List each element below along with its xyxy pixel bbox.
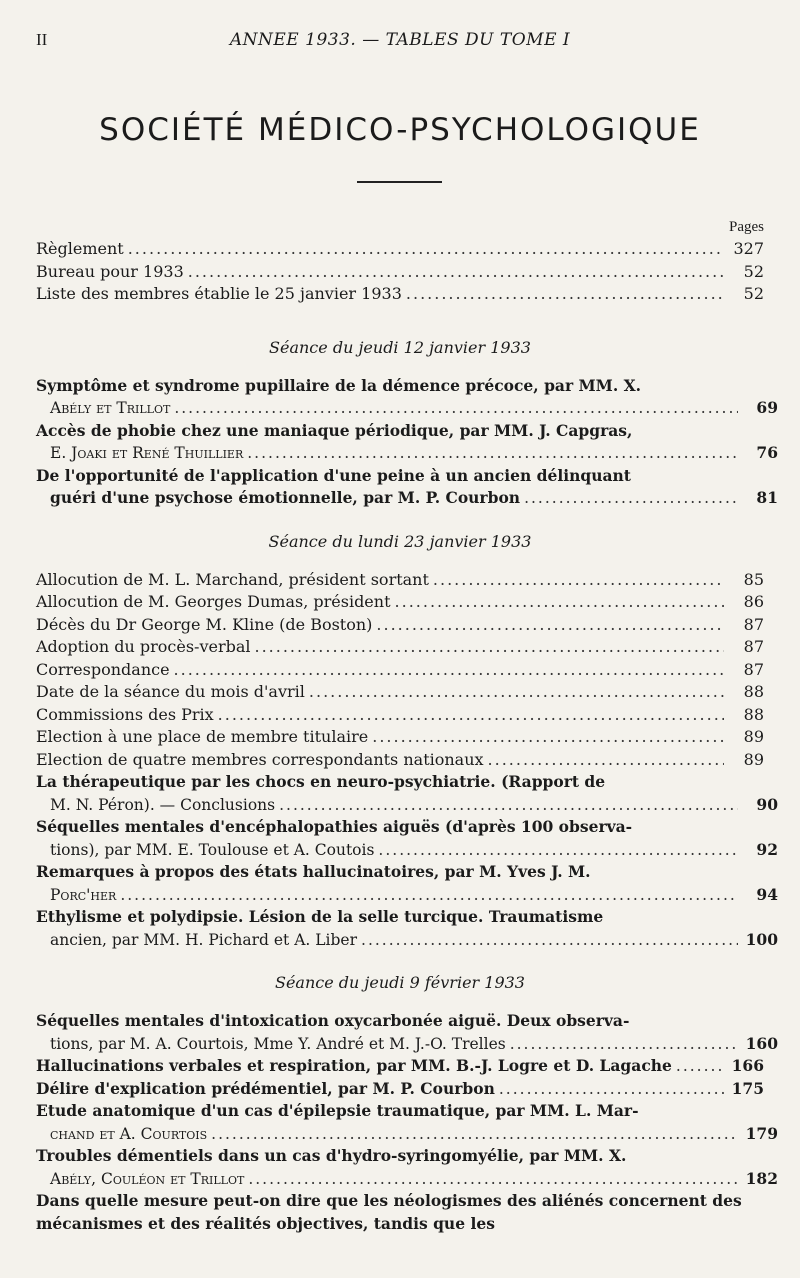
leader-dots — [248, 1168, 738, 1191]
entry-title: Symptôme et syndrome pupillaire de la démence précoce, par MM. X. — [36, 375, 642, 395]
entry-page: 86 — [743, 592, 764, 611]
entry-label: Allocution de M. L. Marchand, président sortant — [36, 569, 429, 589]
entry-page: 87 — [743, 614, 764, 634]
toc-entry — [36, 1010, 778, 1055]
leader-dots — [676, 1055, 724, 1078]
continued-entry: Dans quelle mesure peut-on dire que les néologismes des aliénés concernent des mécanismes et des réalités objectives, tandis que les — [36, 1191, 742, 1233]
entry-title: Remarques à propos des états hallucinatoires, par M. Yves J. M. — [36, 862, 591, 881]
toc-entry — [36, 749, 764, 772]
entry-authors: Abély et Trillot — [50, 399, 171, 417]
entry-page: 166 — [731, 1056, 764, 1075]
leader-dots — [510, 1033, 738, 1056]
leader-dots — [247, 442, 738, 465]
toc-entry — [36, 614, 764, 637]
entry-page: 88 — [743, 704, 764, 724]
toc-entry — [36, 261, 764, 284]
leader-dots — [376, 614, 724, 637]
entry-title: La thérapeutique par les chocs en neuro-psychiatrie. (Rapport de — [36, 772, 606, 791]
leader-dots — [378, 839, 738, 862]
entry-authors: tions, par M. A. Courtois, Mme Y. André et M. J.-O. Trelles — [50, 1034, 506, 1053]
table-of-contents — [36, 238, 778, 1235]
entry-title: Troubles démentiels dans un cas d'hydro-syringomyélie, par MM. X. — [36, 1146, 627, 1165]
leader-dots — [128, 238, 724, 261]
entry-label: Election à une place de membre titulaire — [36, 727, 369, 746]
entry-page: 179 — [745, 1123, 778, 1143]
leader-dots — [406, 283, 724, 306]
entry-page: 160 — [745, 1033, 778, 1053]
entry-page: 85 — [743, 569, 764, 589]
pages-column-label: Pages — [729, 219, 764, 235]
leader-dots — [499, 1078, 724, 1101]
entry-authors: ancien, par MM. H. Pichard et A. Liber — [50, 930, 358, 949]
leader-dots — [255, 636, 725, 659]
entry-label: Règlement — [36, 239, 124, 258]
toc-entry — [36, 569, 764, 592]
leader-dots — [211, 1123, 738, 1146]
toc-entry — [36, 465, 778, 510]
leader-dots — [395, 591, 724, 614]
toc-entry — [36, 659, 764, 682]
toc-entry — [36, 1145, 778, 1190]
entry-label: Election de quatre membres correspondants nationaux — [36, 749, 484, 769]
leader-dots — [120, 884, 738, 907]
entry-label: Commissions des Prix — [36, 704, 214, 724]
toc-entry — [36, 1055, 764, 1078]
toc-entry — [36, 726, 764, 749]
entry-page: 90 — [756, 794, 778, 814]
toc-entry — [36, 1078, 764, 1101]
leader-dots — [372, 726, 724, 749]
entry-page: 81 — [756, 488, 778, 507]
session-heading: Séance du jeudi 12 janvier 1933 — [269, 337, 531, 357]
toc-entry — [36, 283, 764, 306]
entry-label: Adoption du procès-verbal — [36, 637, 251, 656]
entry-authors: Abély, Couléon et Trillot — [50, 1169, 245, 1188]
entry-authors: chand et A. Courtois — [50, 1124, 208, 1143]
entry-page: 92 — [756, 839, 778, 859]
toc-entry — [36, 636, 764, 659]
entry-title: Etude anatomique d'un cas d'épilepsie traumatique, par MM. L. Mar- — [36, 1101, 639, 1120]
toc-entry — [36, 681, 764, 704]
page-number: II — [36, 30, 48, 49]
entry-label: Date de la séance du mois d'avril — [36, 682, 305, 701]
leader-dots — [488, 749, 724, 772]
toc-entry — [36, 771, 778, 816]
toc-entry — [36, 1100, 778, 1145]
entry-page: 89 — [743, 749, 764, 769]
running-header — [36, 30, 764, 54]
entry-page: 175 — [731, 1078, 764, 1098]
entry-title: Séquelles mentales d'encéphalopathies aiguës (d'après 100 observa- — [36, 817, 633, 836]
entry-page: 69 — [756, 398, 778, 417]
entry-page: 94 — [756, 884, 778, 904]
entry-title: Délire d'explication prédémentiel, par M. P. Courbon — [36, 1078, 495, 1098]
session-heading: Séance du jeudi 9 février 1933 — [275, 973, 525, 992]
leader-dots — [309, 681, 724, 704]
leader-dots — [279, 794, 738, 817]
entry-page: 88 — [743, 682, 764, 701]
entry-authors: Porc'her — [50, 885, 117, 904]
entry-authors: M. N. Péron). — Conclusions — [50, 795, 276, 814]
entry-authors: E. Joaki et René Thuillier — [50, 444, 244, 462]
entry-label: Liste des membres établie le 25 janvier 1933 — [36, 284, 402, 303]
entry-page: 87 — [743, 637, 764, 656]
entry-title: De l'opportunité de l'application d'une peine à un ancien délinquant — [36, 465, 631, 485]
entry-page: 182 — [745, 1168, 778, 1188]
toc-entry — [36, 375, 778, 420]
entry-title: Hallucinations verbales et respiration, par MM. B.-J. Logre et D. Lagache — [36, 1056, 672, 1075]
entry-page: 327 — [733, 239, 764, 258]
leader-dots — [188, 261, 724, 284]
toc-entry — [36, 238, 764, 261]
entry-label: Bureau pour 1933 — [36, 261, 184, 281]
entry-page: 76 — [756, 443, 778, 462]
entry-title: Séquelles mentales d'intoxication oxycarbonée aiguë. Deux observa- — [36, 1011, 630, 1030]
entry-page: 100 — [745, 929, 778, 949]
entry-page: 89 — [743, 727, 764, 746]
entry-page: 52 — [743, 261, 764, 281]
leader-dots — [524, 487, 738, 510]
toc-entry — [36, 420, 778, 465]
toc-entry — [36, 591, 764, 614]
session-heading: Séance du lundi 23 janvier 1933 — [268, 531, 532, 551]
leader-dots — [174, 397, 738, 420]
entry-authors: guéri d'une psychose émotionnelle, par M. P. Courbon — [50, 488, 521, 507]
toc-entry — [36, 861, 778, 906]
toc-entry — [36, 906, 778, 951]
toc-entry — [36, 704, 764, 727]
running-title: ANNEE 1933. — TABLES DU TOME I — [229, 30, 571, 50]
title-divider — [357, 181, 442, 183]
leader-dots — [361, 929, 738, 952]
entry-page: 87 — [743, 659, 764, 679]
entry-title: Ethylisme et polydipsie. Lésion de la selle turcique. Traumatisme — [36, 907, 604, 926]
entry-authors: tions), par MM. E. Toulouse et A. Coutois — [50, 840, 375, 859]
leader-dots — [174, 659, 724, 682]
entry-page: 52 — [743, 284, 764, 303]
entry-label: Décès du Dr George M. Kline (de Boston) — [36, 614, 373, 634]
entry-title: Accès de phobie chez une maniaque périodique, par MM. J. Capgras, — [36, 420, 633, 440]
leader-dots — [433, 569, 724, 592]
page-title: SOCIÉTÉ MÉDICO-PSYCHOLOGIQUE — [99, 112, 701, 148]
toc-entry — [36, 816, 778, 861]
leader-dots — [218, 704, 724, 727]
entry-label: Allocution de M. Georges Dumas, président — [36, 592, 391, 611]
entry-label: Correspondance — [36, 659, 170, 679]
